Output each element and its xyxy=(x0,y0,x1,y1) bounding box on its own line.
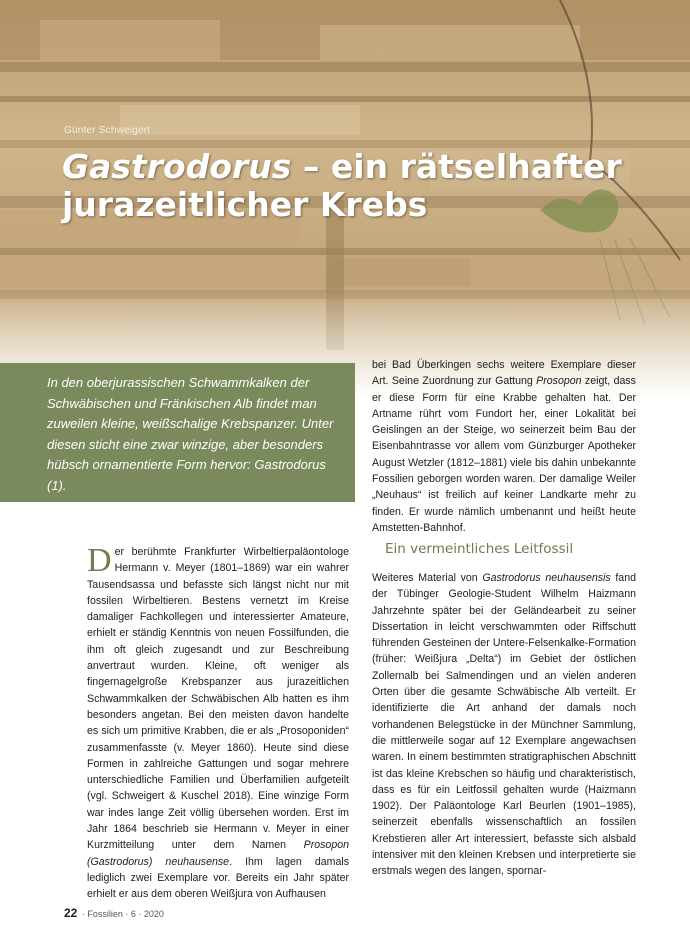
body-text: bei Bad Überkingen sechs weitere Exemplare dieser Art. Seine Zuordnung zur Gattung xyxy=(372,359,636,388)
journal-issue: · Fossilien · 6 · 2020 xyxy=(81,909,164,919)
body-paragraph-1 xyxy=(87,544,349,903)
body-text: Weiteres Material von xyxy=(372,572,483,584)
body-text-end: fand der Tübinger Geologie-Student Wilhelm Haizmann Jahrzehnte später bei der Geländearbeit zu seiner Dissertation in leicht verschwammten oder Riffschutt führenden Gesteinen der Untere-Felsenkalke-Formation (früher: Weißjura „Delta“) im Gebiet der östlichen Zollernalb bei Salmendingen und an vielen anderen Orten über die gesamte Schwäbische Alb verteilt. Er identifizierte die Art anhand der damals noch vorhandenen Belegstücke in der Münchner Sammlung, die mittlerweile sogar auf 12 Exemplare angewachsen waren. In einem bestimmten stratigraphischen Abschnitt ist das kleine Krebschen so häufig und charakteristisch, dass es für ein Leitfossil gehalten wurde (Haizmann 1902). Der Paläontologe Karl Beurlen (1901–1985), seinerzeit ebenfalls wissenschaftlich an fossilen Krebstieren aller Art interessiert, befasste sich alsbald intensiver mit den kleinen Krebsen und interpretierte sie erstmals wegen des langen, spornar- xyxy=(372,572,636,878)
page-number: 22 xyxy=(64,906,78,920)
article-title xyxy=(62,148,662,224)
body-text-end: zeigt, dass er diese Form für eine Krabbe gehalten hat. Der Artname rührt vom Fundort her, einer Lokalität bei Geislingen an der Steige, wo seinerzeit beim Bau der Eisenbahntrasse vor allem vom Günzburger Apotheker August Wetzler (1812–1881) viele bis dahin unbekannte Fossilien geborgen worden waren. Der damalige Weiler „Neuhaus“ ist freilich auf keiner Landkarte mehr zu finden. Er wurde nämlich umbenannt und heißt heute Amstetten-Bahnhof. xyxy=(372,375,636,534)
body-column-left xyxy=(87,544,349,903)
species-name: Prosopon (Gastrodorus) neuhausense xyxy=(87,839,349,868)
body-text: er berühmte Frankfurter Wirbeltierpaläontologe Hermann v. Meyer (1801–1869) war ein wahrer Tausendsassa und befasste sich längst nicht nur mit fossilen Wirbeltieren. Bestens vernetzt im Kreise damaliger Fachkollegen und interessierter Amateure, erhielt er ständig Kenntnis von neuen Fossilfunden, die ihm oft gleich zugesandt und zur Beschreibung anvertraut wurden. Kleine, oft weniger als fingernagelgroße Krebspanzer aus jurazeitlichen Schwammkalken der Schwäbischen Alb hatten es ihm besonders angetan. Bei den meisten davon handelte es sich um primitive Krabben, die er als „Prosoponiden“ zusammenfasste (v. Meyer 1860). Heute sind diese Formen in zahlreiche Gattungen und sogar mehrere unterschiedliche Familien und Überfamilien aufgeteilt (vgl. Schweigert & Kuschel 2018). Eine winzige Form war indes lange Zeit völlig übersehen worden. Erst im Jahr 1864 beschrieb sie Hermann v. Meyer in einer Kurzmitteilung unter dem Namen xyxy=(87,546,349,852)
body-column-right-top xyxy=(372,357,636,536)
body-text-end: . Ihm lagen damals lediglich zwei Exemplare vor. Bereits ein Jahr später erhielt er aus dem oberen Weißjura von Aufhausen xyxy=(87,855,349,901)
title-rest: – ein rätselhafter jurazeitlicher Krebs xyxy=(62,147,622,224)
author-name: Günter Schweigert xyxy=(64,125,151,136)
section-heading: Ein vermeintliches Leitfossil xyxy=(385,541,574,557)
page-footer xyxy=(64,906,164,920)
title-genus: Gastrodorus xyxy=(62,147,292,186)
drop-cap: D xyxy=(87,542,112,579)
lead-box xyxy=(0,363,355,502)
body-column-right-bottom xyxy=(372,570,636,880)
genus-name: Prosopon xyxy=(536,375,582,388)
body-paragraph-2 xyxy=(372,357,636,536)
lead-text: In den oberjurassischen Schwammkalken der Schwäbischen und Fränkischen Alb findet man zuweilen kleine, weißschalige Krebspanzer. Unter diesen sticht eine zwar winzige, aber besonders hübsch ornamentierte Form hervor: Gastrodorus (1). xyxy=(47,375,334,493)
species-name: Gastrodorus neuhausensis xyxy=(482,572,611,584)
body-paragraph-3 xyxy=(372,570,636,880)
